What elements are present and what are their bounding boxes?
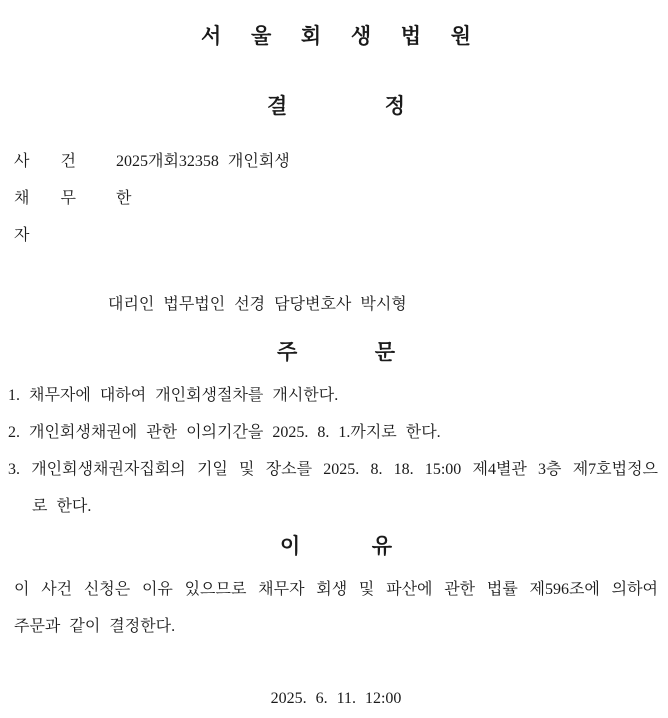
- court-title: 서 울 회 생 법 원: [201, 25, 471, 48]
- court-decision-document: [0, 25, 668, 718]
- doc-type-row: [14, 95, 658, 119]
- order-item-3-line-1: 3. 개인회생채권자집회의 기일 및 장소를 2025. 8. 18. 15:00 제4별관 3층 제7호법정으: [8, 461, 658, 478]
- doc-type-title: 결 정: [267, 95, 405, 118]
- case-number-value: 2025개회32358 개인회생: [116, 153, 290, 170]
- order-item-1: 1. 채무자에 대하여 개인회생절차를 개시한다.: [8, 387, 339, 404]
- case-number-row: [14, 143, 658, 180]
- reason-paragraph: [14, 571, 658, 645]
- debtor-row: [14, 180, 658, 254]
- reason-line-1: 이 사건 신청은 이유 있으므로 채무자 회생 및 파산에 관한 법률 제596조에 의하여: [14, 581, 658, 598]
- case-fields: [14, 143, 658, 254]
- decision-datetime: 2025. 6. 11. 12:00: [270, 690, 402, 707]
- reason-line-2: 주문과 같이 결정한다.: [14, 618, 176, 635]
- order-heading-row: [14, 341, 658, 365]
- case-number-label: 사 건: [14, 153, 76, 170]
- order-heading: 주 문: [277, 341, 395, 364]
- court-title-row: [14, 25, 658, 49]
- reason-heading: 이 유: [280, 535, 392, 558]
- debtor-value: 한: [116, 190, 132, 207]
- order-list: [8, 377, 658, 525]
- order-item-3-line-2: 로 한다.: [32, 498, 92, 515]
- reason-heading-row: [14, 535, 658, 559]
- attorney-line: 대리인 법무법인 선경 담당변호사 박시형: [108, 296, 407, 313]
- order-item-2: 2. 개인회생채권에 관한 이의기간을 2025. 8. 1.까지로 한다.: [8, 424, 441, 441]
- debtor-label: 채 무 자: [14, 190, 76, 244]
